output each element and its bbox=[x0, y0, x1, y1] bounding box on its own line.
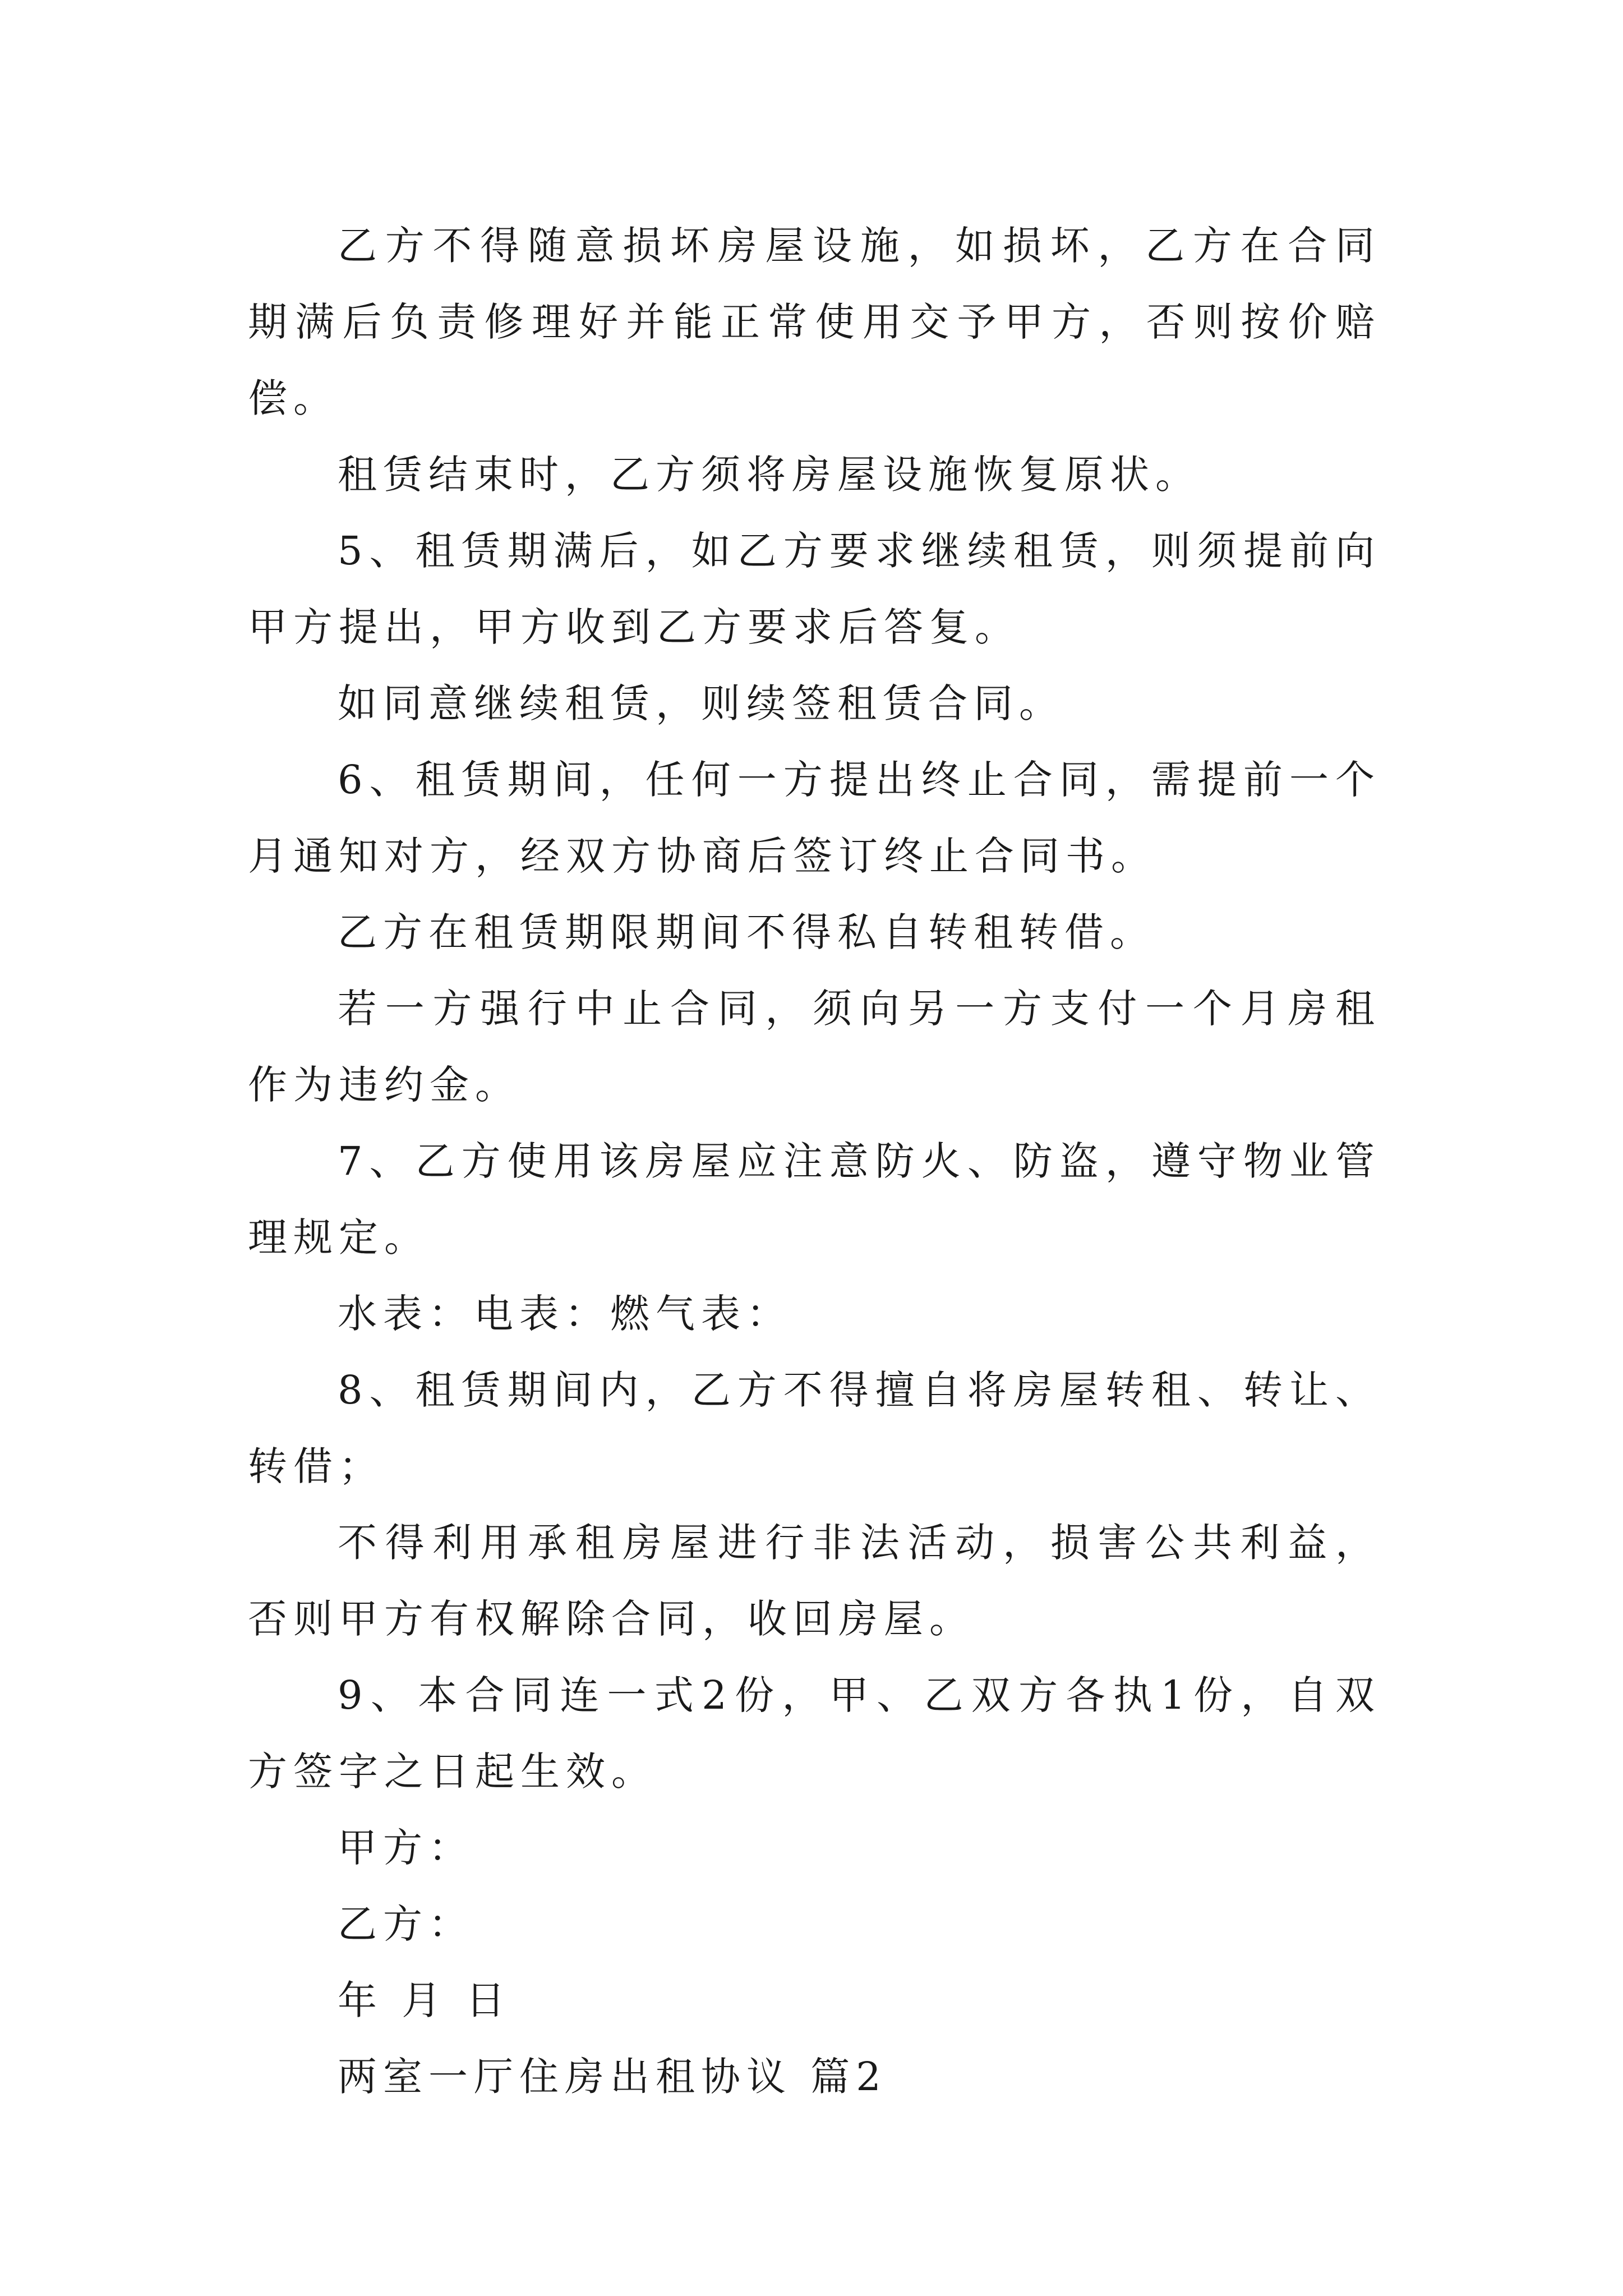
paragraph-clause-9: 9、本合同连一式2份，甲、乙双方各执1份，自双方签字之日起生效。 bbox=[248, 1672, 1381, 1795]
paragraph-illegal-activity: 不得利用承租房屋进行非法活动，损害公共利益，否则甲方有权解除合同，收回房屋。 bbox=[248, 1520, 1381, 1642]
signature-party-a: 甲方： bbox=[338, 1825, 474, 1871]
paragraph-meters: 水表：电表：燃气表： bbox=[338, 1291, 792, 1337]
paragraph-penalty: 若一方强行中止合同，须向另一方支付一个月房租作为违约金。 bbox=[248, 986, 1381, 1108]
paragraph-clause-8: 8、租赁期间内，乙方不得擅自将房屋转租、转让、转借； bbox=[248, 1367, 1381, 1489]
document-body bbox=[248, 208, 1381, 2115]
signature-date: 年 月 日 bbox=[338, 1977, 511, 2023]
paragraph-renewal: 如同意继续租赁，则续签租赁合同。 bbox=[338, 680, 1064, 726]
section-heading-part-2: 两室一厅住房出租协议 篇2 bbox=[338, 2054, 887, 2100]
signature-party-b: 乙方： bbox=[338, 1901, 474, 1947]
paragraph-clause-6: 6、租赁期间，任何一方提出终止合同，需提前一个月通知对方，经双方协商后签订终止合同书。 bbox=[248, 757, 1381, 879]
paragraph-clause-7: 7、乙方使用该房屋应注意防火、防盗，遵守物业管理规定。 bbox=[248, 1138, 1381, 1260]
paragraph-no-sublet: 乙方在租赁期限期间不得私自转租转借。 bbox=[338, 909, 1155, 955]
paragraph-clause-5: 5、租赁期满后，如乙方要求继续租赁，则须提前向甲方提出，甲方收到乙方要求后答复。 bbox=[248, 528, 1381, 650]
paragraph-restore-clause: 租赁结束时，乙方须将房屋设施恢复原状。 bbox=[338, 452, 1201, 498]
paragraph-damage-clause: 乙方不得随意损坏房屋设施，如损坏，乙方在合同期满后负责修理好并能正常使用交予甲方，否则按价赔偿。 bbox=[248, 223, 1381, 421]
